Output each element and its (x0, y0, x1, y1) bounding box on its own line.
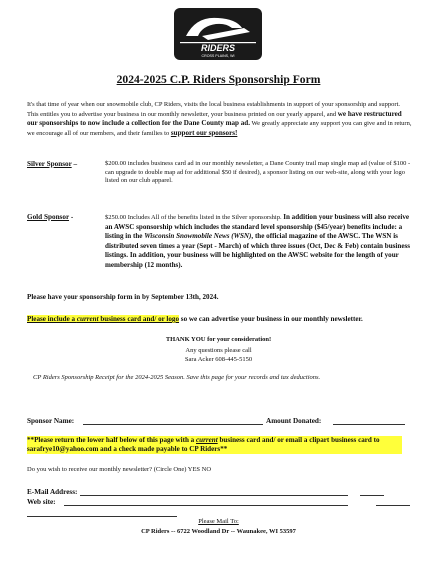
cp-riders-logo (172, 6, 264, 62)
intro-text-d: support our sponsors! (170, 128, 238, 137)
intro-text-b: we have restructured our sponsorships to now include a collection for the Dane County map ad. (27, 109, 402, 128)
contact-text: Sara Acker 608-445-5150 (184, 356, 253, 363)
newsletter-question: Do you wish to receive our monthly newsletter? (Circle One) YES NO (27, 466, 212, 473)
silver-sponsor-label: Silver Sponsor – (27, 160, 78, 168)
silver-sponsor-text: $200.00 includes business card ad in our monthly newsletter, a Dane County trail map single map ad (value of $100 - can upgrade to double map ad for additional $50 if desired), a sponsor listing on our web-site, along with your logo listed on our club apparel. (105, 160, 411, 185)
email-label: E-Mail Address: (27, 488, 78, 496)
logo-sub-text: CROSS PLAINS, WI (201, 54, 235, 58)
website-label: Web site: (27, 498, 56, 506)
include-card-text: Please include a current business card and/ or logo so we can advertise your business in our monthly newsletter. (27, 315, 363, 323)
mail-to-heading: Please Mail To: (198, 518, 239, 525)
silver-sponsor-section (27, 160, 412, 186)
email-line[interactable] (80, 495, 348, 496)
email-line-extra[interactable] (360, 495, 384, 496)
logo-brand-text: RIDERS (200, 43, 236, 53)
receipt-text: CP Riders Sponsorship Receipt for the 2024-2025 Season. Save this page for your records and tax deductions. (33, 374, 321, 381)
gold-sponsor-text: $250.00 Includes All of the benefits listed in the Silver sponsorship. In addition your business will also receive an AWSC sponsorship which includes the standard level sponsorship ($45/year) benefits include: a listing in the Wisconsin Snowmobile News (WSN), the official magazine of the AWSC. The WSN is distributed seven times a year (Sept - March) of which three issues (Oct, Dec & Feb) contain business listings. In addition, your business will be highlighted on the AWSC website for the length of your membership (12 months). (105, 213, 411, 269)
intro-text-c: We greatly appreciate any support you can give and in return, we encourage all of our members, and their families to (27, 120, 412, 137)
questions-text: Any questions please call (185, 347, 252, 354)
thank-you-text: THANK YOU for your consideration! (165, 336, 272, 343)
intro-paragraph (27, 101, 412, 138)
amount-donated-line[interactable] (333, 424, 405, 425)
separator-line (27, 516, 177, 517)
return-note: **Please return the lower half below of this page with a current business card and/ or email a clipart business card to sarafrye10@yahoo.com and a check made payable to CP Riders** (27, 436, 402, 454)
form-title: 2024-2025 C.P. Riders Sponsorship Form (116, 73, 321, 86)
website-line[interactable] (64, 505, 348, 506)
intro-text-a: It's that time of year when our snowmobile club, CP Riders, visits the local business establishments in support of your sponsorship and support. This entitles you to advertise your business in our monthly newsletter, your business printed on our yearly apparel, and (27, 101, 401, 118)
sponsor-name-label: Sponsor Name: (27, 417, 75, 425)
mailing-address: CP Riders -- 6722 Woodland Dr -- Waunakee, WI 53597 (141, 528, 296, 535)
gold-sponsor-label: Gold Sponsor - (27, 213, 74, 221)
deadline-text: Please have your sponsorship form in by September 13th, 2024. (27, 293, 219, 301)
gold-sponsor-section (27, 213, 412, 271)
amount-donated-label: Amount Donated: (266, 417, 322, 425)
sponsor-name-line[interactable] (83, 424, 263, 425)
website-line-extra[interactable] (376, 505, 410, 506)
